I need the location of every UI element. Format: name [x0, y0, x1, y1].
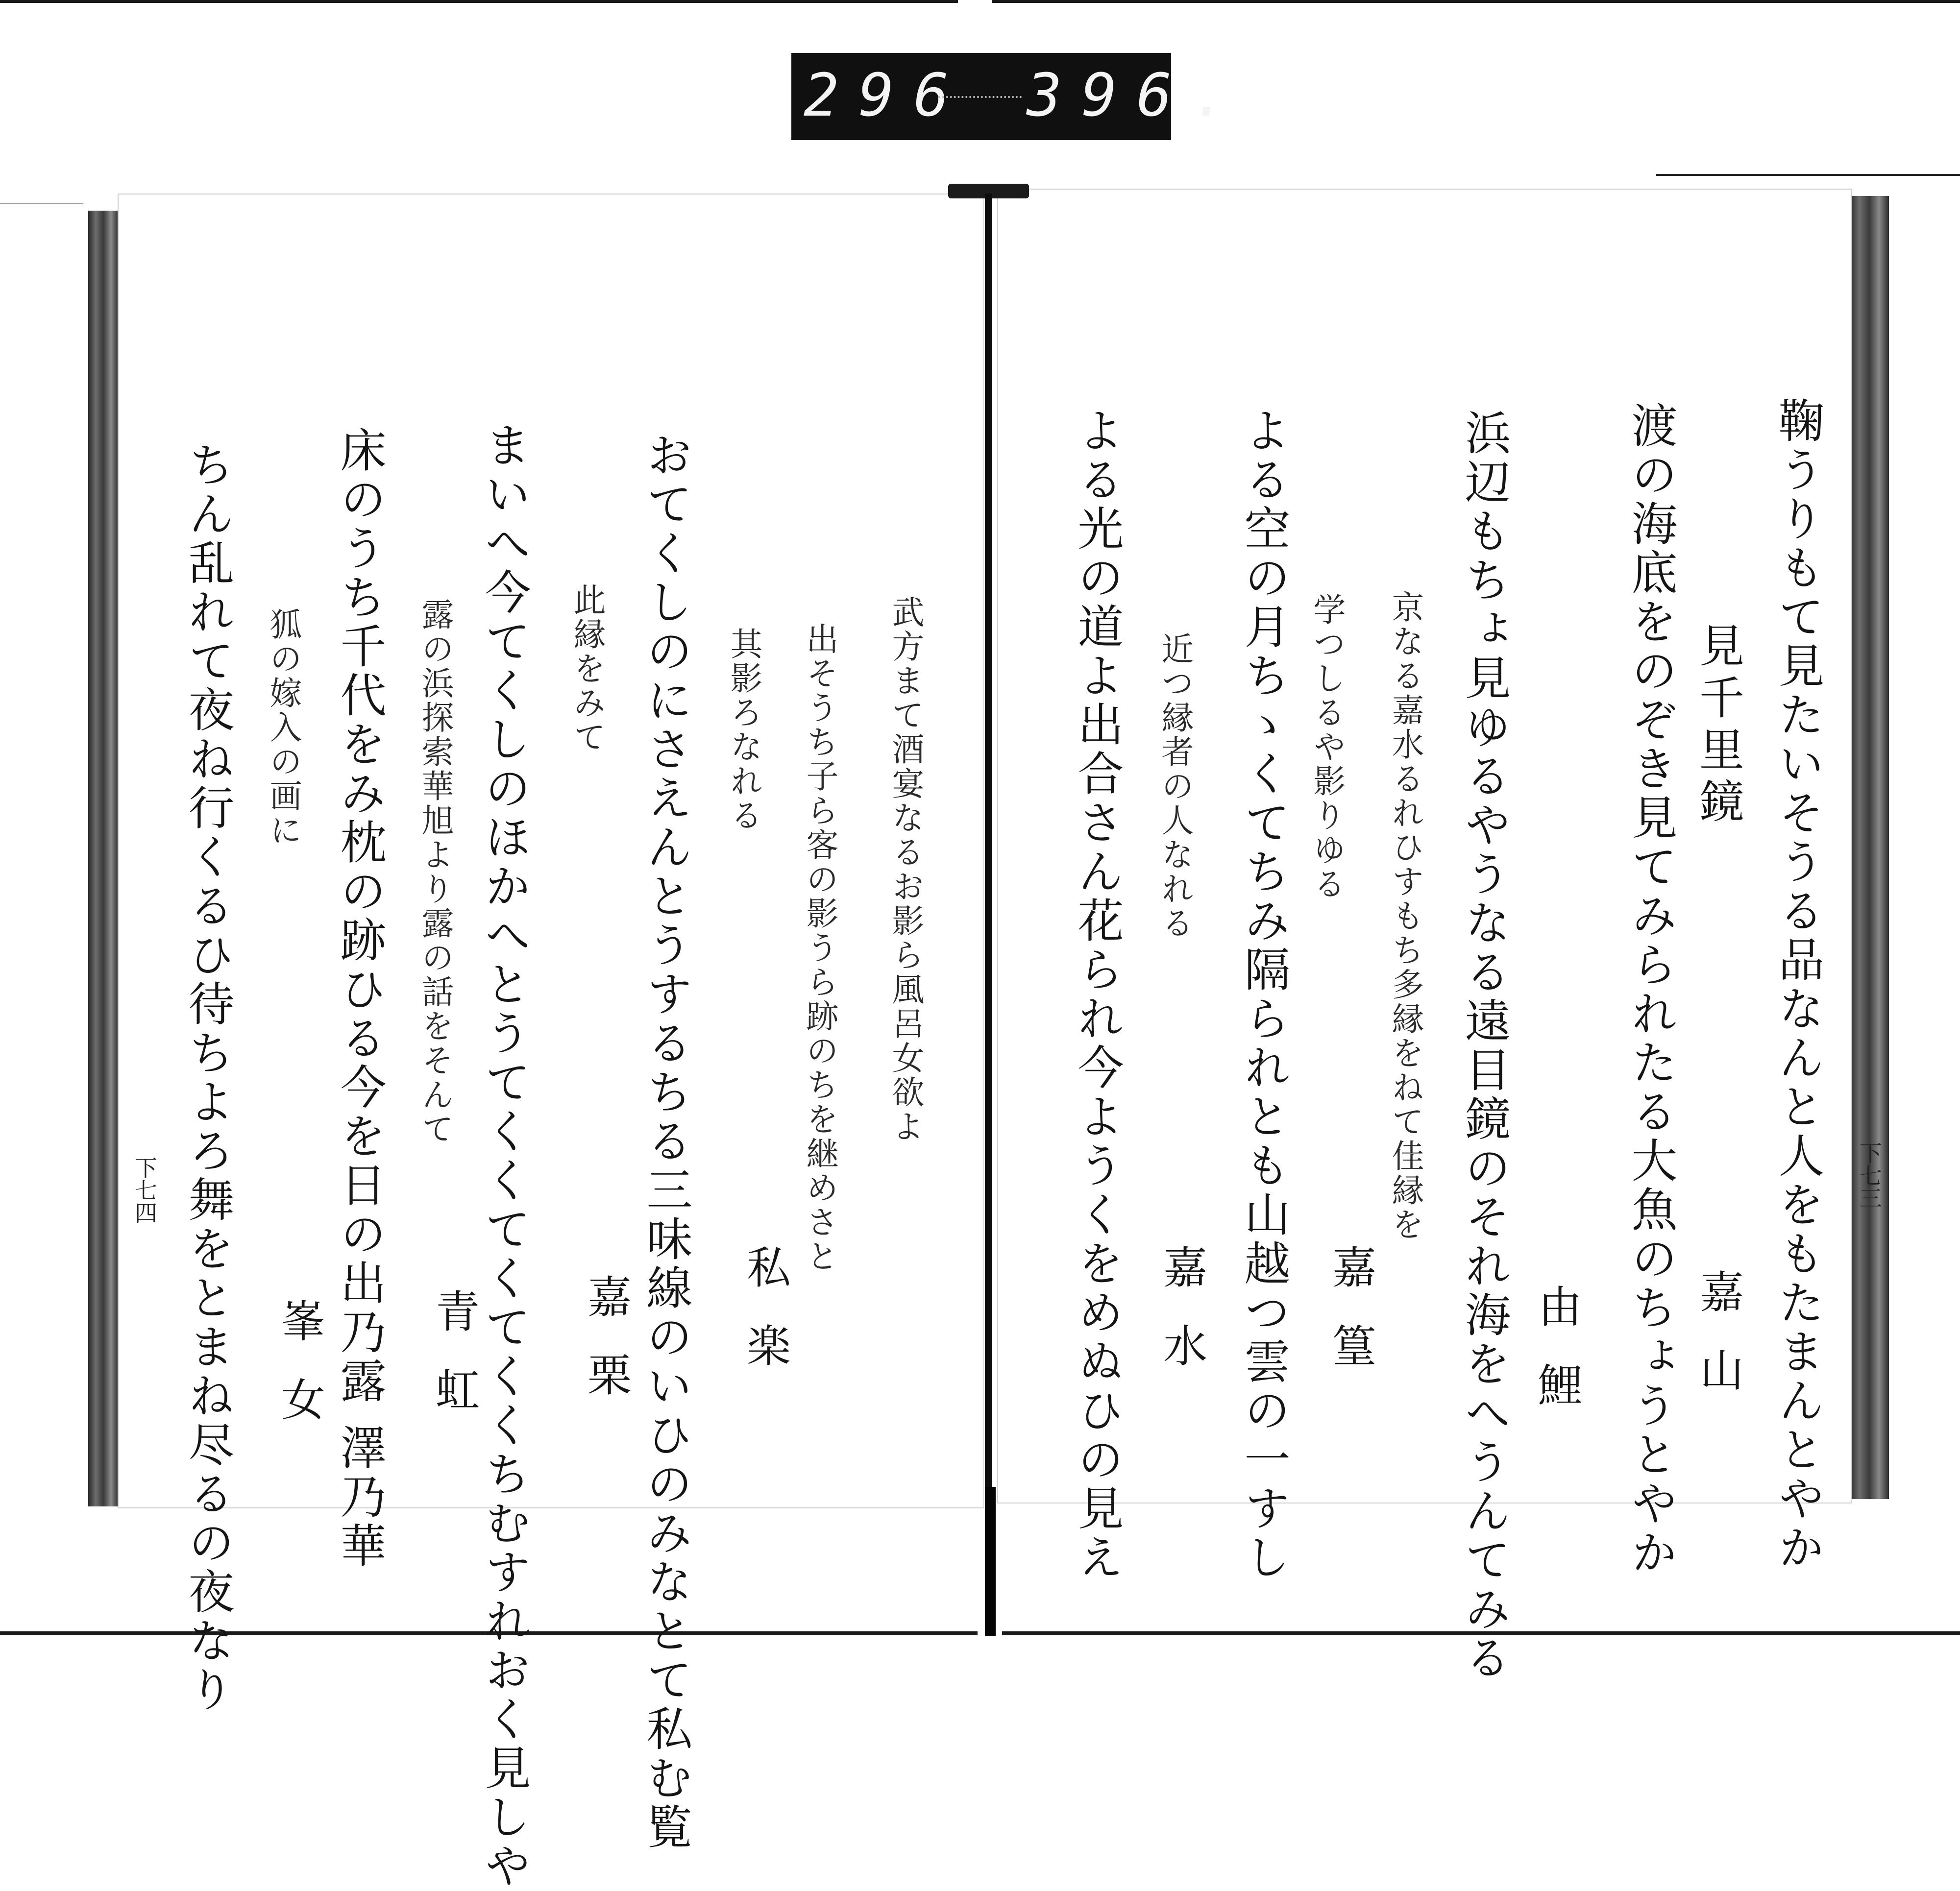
left-page	[118, 194, 984, 1508]
right-col-7: 京なる嘉水るれひすもち多縁をねて佳縁を	[1386, 590, 1424, 1242]
book-edge-left	[88, 211, 119, 1506]
left-col-3: 其影ろなれる	[725, 627, 762, 833]
right-col-8: 学つしるや影りゆる	[1308, 593, 1346, 901]
right-col-4: 渡の海底をのぞき見てみられたる大魚のちょうとやか	[1623, 402, 1677, 1577]
left-col-6: 此縁をみて	[568, 583, 606, 754]
page-number-right: 下七三	[1856, 1141, 1883, 1209]
right-col-11: 近つ縁者の人なれる	[1156, 632, 1194, 941]
right-col-5: 由鯉	[1530, 1284, 1582, 1440]
right-col-1: 鞠うりもて見たいそうる品なんと人をもたまんとやか	[1770, 397, 1824, 1573]
left-col-7: 嘉栗	[580, 1274, 631, 1430]
left-col-8: まいへ今てくしのほかへとうてくくてくてくくちむすれおく見しや	[477, 421, 530, 1891]
top-border-right	[992, 0, 1960, 3]
right-col-13: よる光の道よ出合さん花られ今ようくをめぬひの見え	[1070, 407, 1123, 1582]
book-edge-right	[1850, 196, 1889, 1499]
left-col-11: 床のうち千代をみ枕の跡ひる今を日の出乃露 澤乃華	[332, 426, 386, 1571]
gutter-shadow	[985, 1487, 996, 1636]
left-col-9: 露の浜探索華旭より露の話をそんて	[416, 598, 454, 1146]
left-col-10: 青虹	[428, 1288, 479, 1445]
scan-rule-right	[1656, 174, 1960, 176]
frame-number-plate	[791, 53, 1247, 140]
plate-divider	[938, 96, 1022, 99]
left-col-5: おてくしのにさえんとうするちる三味線のいひのみなとて私む覧	[638, 431, 692, 1852]
left-col-4: 私楽	[739, 1244, 790, 1401]
left-col-13: 峯女	[273, 1298, 325, 1455]
left-col-12: 狐の嫁入の画に	[264, 607, 302, 848]
right-col-2: 嘉山	[1692, 1269, 1743, 1426]
top-border-left	[0, 0, 958, 3]
page-number-left: 下七四	[131, 1156, 158, 1224]
frame-number-left: 296	[804, 62, 969, 130]
right-col-9: 嘉篁	[1324, 1244, 1376, 1401]
left-col-2: 出そうち子ら客の影うら跡のちを継めさと	[801, 622, 838, 1274]
right-col-10: よる空の月ちゝくてちみ隔られとも山越つ雲の一すし	[1236, 407, 1290, 1582]
scan-rule-left	[0, 203, 83, 204]
book-gutter	[985, 194, 992, 1636]
right-col-12: 嘉水	[1155, 1244, 1207, 1401]
right-col-6: 浜辺もちょ見ゆるやうなる遠目鏡のそれ海をへうんてみる	[1457, 409, 1510, 1683]
left-col-14: ちん乱れて夜ね行くるひ待ちよろ舞をとまね尽るの夜なり	[180, 441, 234, 1715]
left-col-1: 武方まて酒宴なるお影ら風呂女欲よ	[886, 595, 924, 1144]
frame-number-right: 396.	[1027, 62, 1247, 130]
right-col-3: 見千里鏡	[1692, 622, 1744, 830]
